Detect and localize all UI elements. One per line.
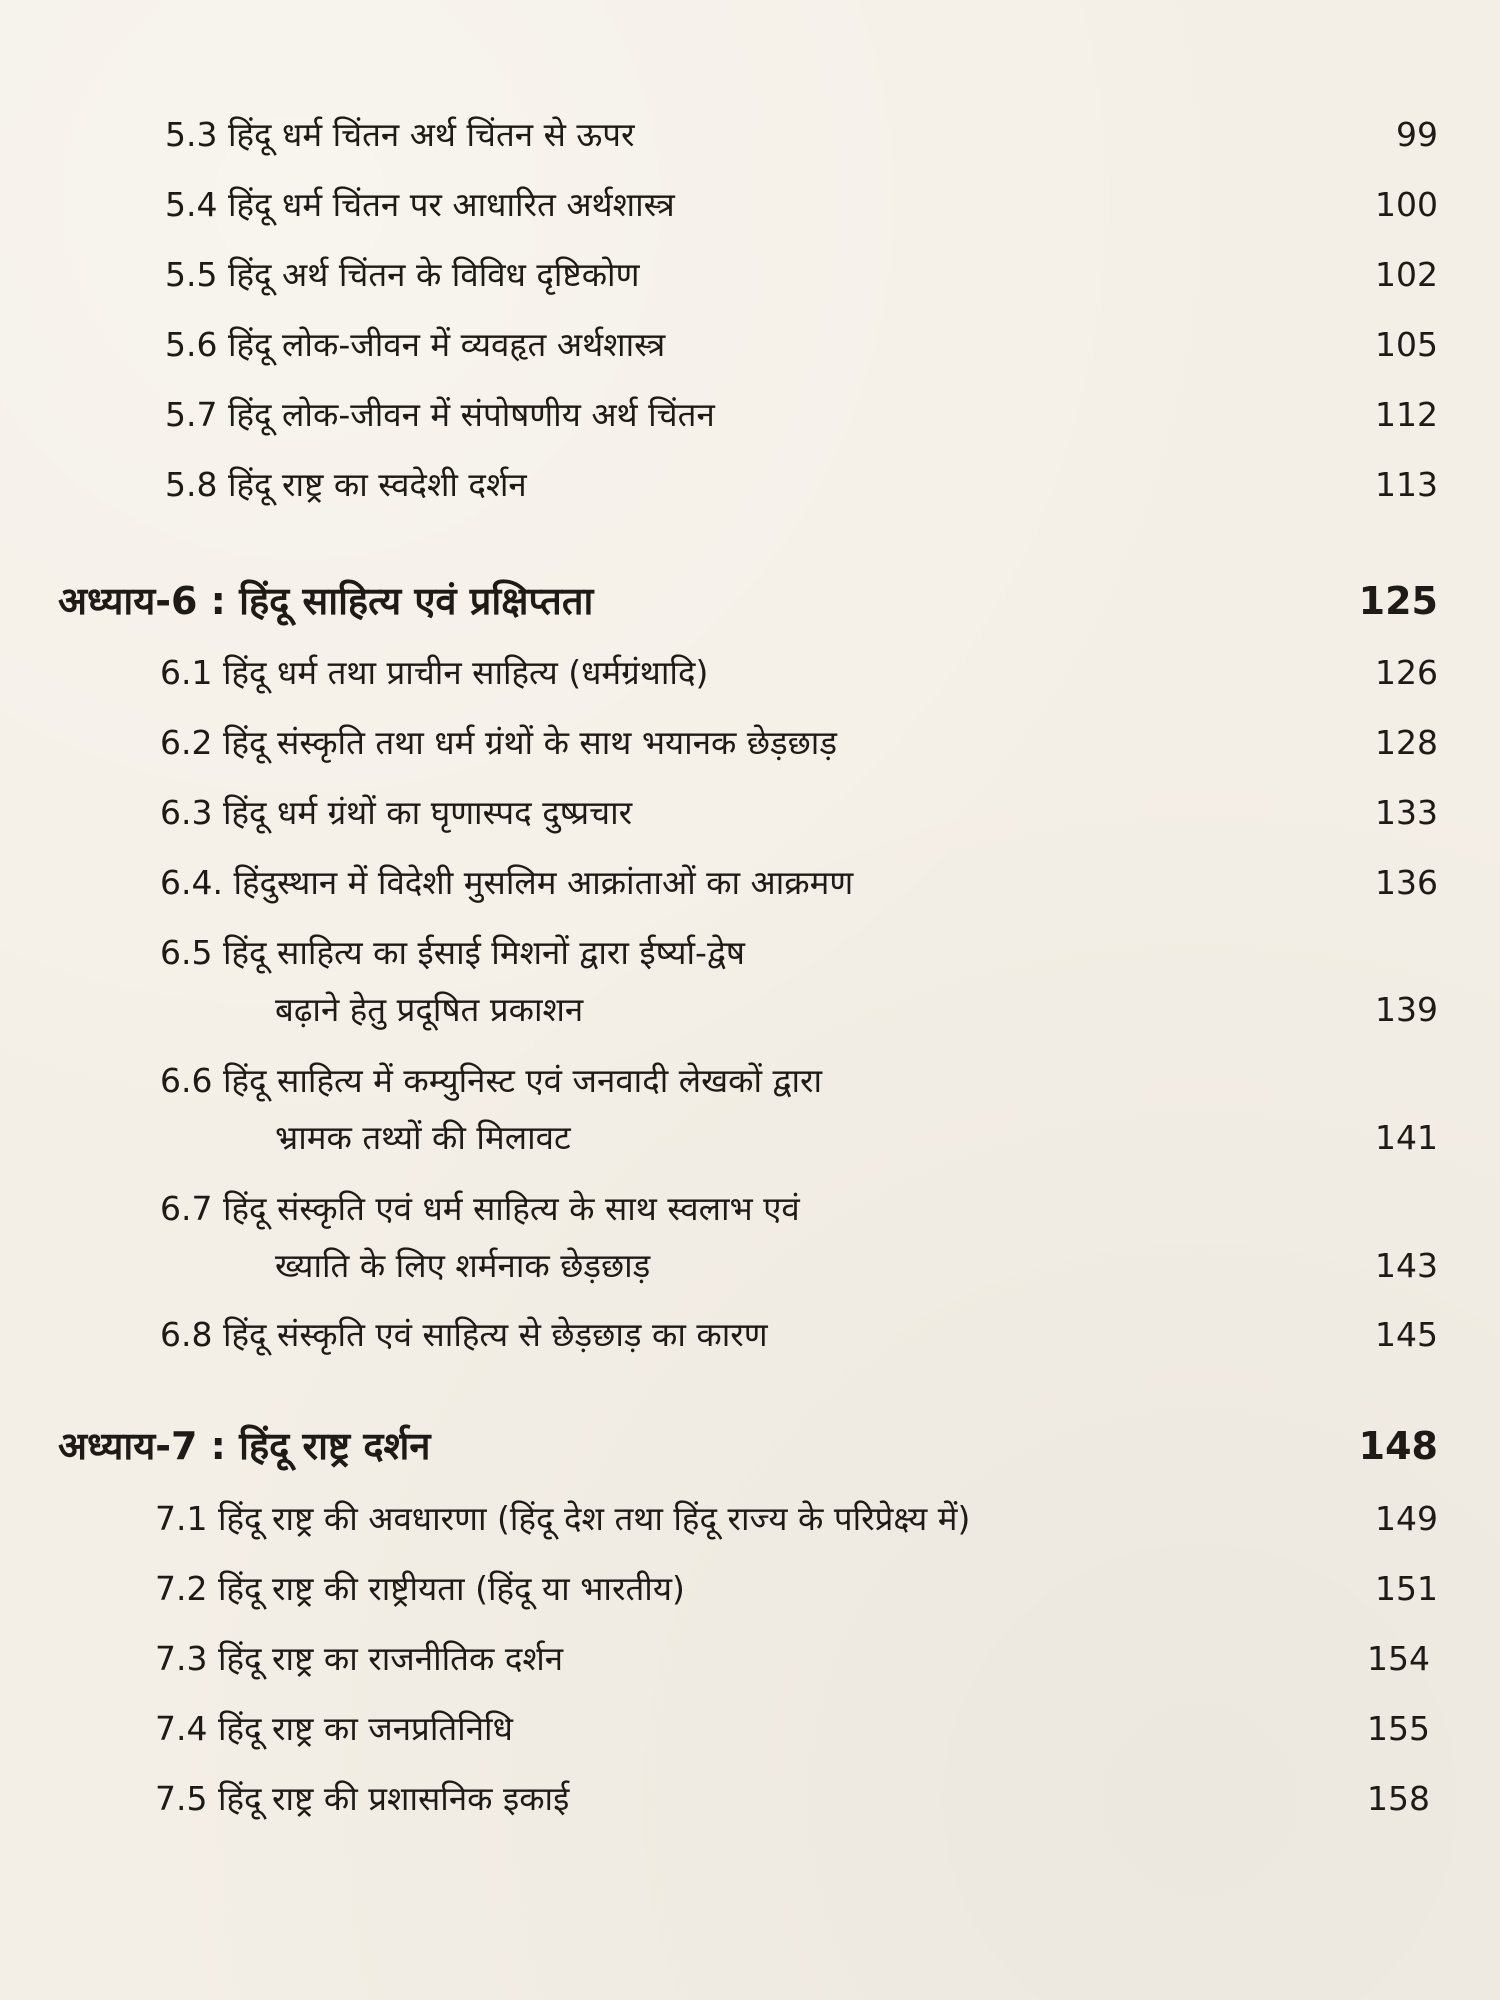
toc-entry-page: 158 [1367,1779,1430,1818]
toc-entry-page: 112 [1375,395,1438,434]
chapter-page: 125 [1358,579,1438,623]
toc-entry-label: 6.4. हिंदुस्थान में विदेशी मुसलिम आक्रांताओं का आक्रमण [160,863,854,902]
toc-entry-label: 5.4 हिंदू धर्म चिंतन पर आधारित अर्थशास्त्र [165,185,675,224]
chapter-page: 148 [1358,1424,1438,1468]
toc-entry-page: 105 [1375,325,1438,364]
toc-entry-label: 6.7 हिंदू संस्कृति एवं धर्म साहित्य के साथ स्वलाभ एवं [160,1189,800,1228]
toc-entry-label: 5.3 हिंदू धर्म चिंतन अर्थ चिंतन से ऊपर [165,115,635,154]
toc-entry-label: 7.3 हिंदू राष्ट्र का राजनीतिक दर्शन [155,1639,564,1678]
toc-entry-page: 139 [1375,990,1438,1029]
toc-entry-label: 6.1 हिंदू धर्म तथा प्राचीन साहित्य (धर्मग्रंथादि) [160,653,709,692]
toc-entry-label: 6.2 हिंदू संस्कृति तथा धर्म ग्रंथों के साथ भयानक छेड़छाड़ [160,723,838,762]
toc-entry-page: 99 [1396,115,1438,154]
toc-entry-page: 155 [1367,1709,1430,1748]
toc-entry-page: 133 [1375,793,1438,832]
toc-entry-label: 5.5 हिंदू अर्थ चिंतन के विविध दृष्टिकोण [165,255,640,294]
toc-entry-page: 128 [1375,723,1438,762]
toc-entry-label-continued: बढ़ाने हेतु प्रदूषित प्रकाशन [275,990,584,1029]
toc-entry-page: 113 [1375,465,1438,504]
toc-entry-page: 136 [1375,863,1438,902]
toc-entry-label: 6.3 हिंदू धर्म ग्रंथों का घृणास्पद दुष्प्रचार [160,793,633,832]
toc-entry-page: 145 [1375,1315,1438,1354]
toc-entry-page: 102 [1375,255,1438,294]
toc-entry-page: 100 [1375,185,1438,224]
toc-entry-page: 143 [1375,1246,1438,1285]
chapter-title: अध्याय-6 : हिंदू साहित्य एवं प्रक्षिप्तता [58,579,594,623]
toc-entry-label: 7.1 हिंदू राष्ट्र की अवधारणा (हिंदू देश तथा हिंदू राज्य के परिप्रेक्ष्य में) [155,1499,971,1538]
toc-entry-page: 149 [1375,1499,1438,1538]
toc-entry-label-continued: ख्याति के लिए शर्मनाक छेड़छाड़ [275,1246,651,1285]
toc-entry-label: 6.8 हिंदू संस्कृति एवं साहित्य से छेड़छाड़ का कारण [160,1315,768,1354]
toc-entry-page: 126 [1375,653,1438,692]
toc-entry-label: 5.7 हिंदू लोक-जीवन में संपोषणीय अर्थ चिंतन [165,395,715,434]
toc-entry-label: 7.5 हिंदू राष्ट्र की प्रशासनिक इकाई [155,1779,570,1818]
toc-entry-label: 5.6 हिंदू लोक-जीवन में व्यवहृत अर्थशास्त्र [165,325,666,364]
toc-entry-label: 5.8 हिंदू राष्ट्र का स्वदेशी दर्शन [165,465,527,504]
toc-entry-label: 7.2 हिंदू राष्ट्र की राष्ट्रीयता (हिंदू या भारतीय) [155,1569,685,1608]
toc-entry-label: 6.5 हिंदू साहित्य का ईसाई मिशनों द्वारा ईर्ष्या-द्वेष [160,933,745,972]
toc-entry-page: 154 [1367,1639,1430,1678]
toc-entry-page: 141 [1375,1118,1438,1157]
toc-entry-page: 151 [1375,1569,1438,1608]
toc-entry-label-continued: भ्रामक तथ्यों की मिलावट [275,1118,571,1157]
toc-entry-label: 6.6 हिंदू साहित्य में कम्युनिस्ट एवं जनवादी लेखकों द्वारा [160,1061,823,1100]
chapter-title: अध्याय-7 : हिंदू राष्ट्र दर्शन [58,1424,431,1468]
toc-entry-label: 7.4 हिंदू राष्ट्र का जनप्रतिनिधि [155,1709,513,1748]
